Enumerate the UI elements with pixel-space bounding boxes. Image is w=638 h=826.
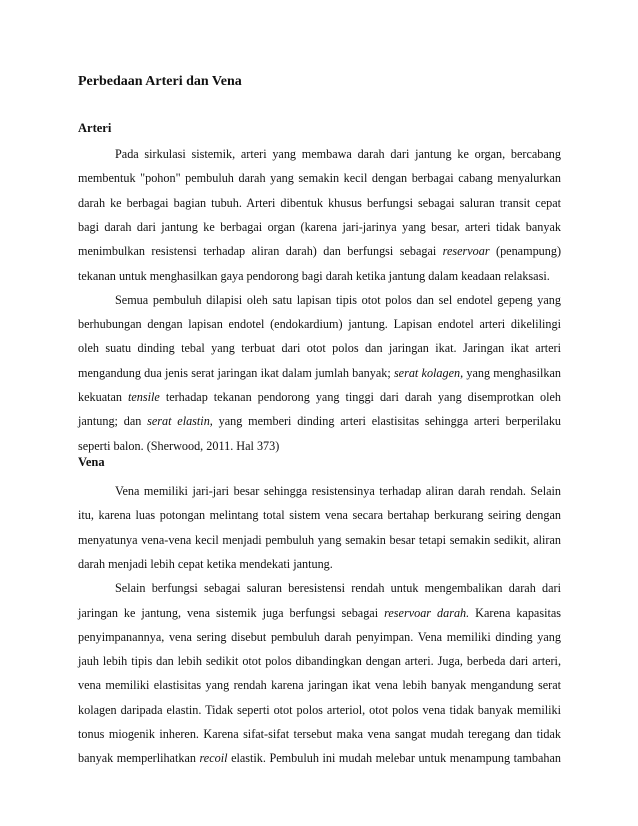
document-title: Perbedaan Arteri dan Vena — [78, 74, 242, 89]
italic-term: serat elastin, — [147, 414, 213, 429]
arteri-text-line — [115, 146, 561, 162]
vena-text-line — [115, 483, 561, 499]
arteri-text-line — [78, 195, 561, 211]
text-segment: darah menjadi lebih cepat ketika mendekati jantung. — [78, 556, 333, 571]
text-segment: kekuatan — [78, 390, 128, 404]
text-segment: kolagen daripada elastin. Tidak seperti otot polos arteriol, otot polos vena tidak banyak memiliki — [78, 702, 561, 717]
text-segment: Semua pembuluh dilapisi oleh satu lapisan tipis otot polos dan sel endotel gepeng yang — [115, 292, 561, 307]
text-segment: jaringan ke jantung, vena sistemik juga berfungsi sebagai — [78, 605, 385, 620]
arteri-text-line — [115, 292, 561, 308]
text-segment: terhadap tekanan pendorong yang tinggi dari darah yang disemprotkan oleh — [159, 390, 561, 404]
arteri-text-line — [78, 170, 561, 186]
text-segment: Karena kapasitas — [469, 605, 562, 620]
text-segment: itu, karena luas potongan melintang total sistem vena secara bertahap berkurang seiring dengan — [78, 508, 561, 523]
text-segment: bagi darah dari jantung ke berbagai organ (karena jari-jarinya yang besar, arteri tidak banyak — [78, 219, 561, 234]
text-segment: penyimpanannya, vena sering disebut pembuluh darah penyimpan. Vena memiliki dinding yang — [78, 629, 561, 644]
section-heading-arteri: Arteri — [78, 121, 112, 135]
text-segment: tekanan untuk menghasilkan gaya pendorong bagi darah ketika jantung dalam keadaan relaksasi. — [78, 268, 550, 283]
italic-term: reservoar darah. — [384, 605, 470, 620]
text-segment: Pada sirkulasi sistemik, arteri yang membawa darah dari jantung ke organ, bercabang — [115, 147, 561, 161]
arteri-text-line — [78, 365, 561, 381]
vena-text-line — [78, 677, 561, 693]
arteri-text-line — [78, 268, 561, 284]
text-segment: mengandung dua jenis serat jaringan ikat dalam jumlah banyak; — [78, 365, 394, 380]
text-segment: darah ke berbagai bagian tubuh. Arteri dibentuk khusus berfungsi sebagai saluran transit cepat — [78, 195, 561, 210]
vena-text-line — [78, 750, 561, 766]
text-segment: menimbulkan resistensi terhadap aliran darah) dan berfungsi sebagai — [78, 244, 443, 259]
text-segment: jantung; dan — [78, 414, 148, 429]
italic-term: reservoar — [442, 244, 490, 259]
text-segment: membentuk "pohon" pembuluh darah yang semakin kecil dengan berbagai cabang menyalurkan — [78, 171, 561, 186]
vena-text-line — [115, 580, 561, 596]
text-segment: tonus miogenik inheren. Karena sifat-sifat tersebut maka vena sangat mudah teregang dan tidak — [78, 727, 561, 741]
text-segment: vena memiliki elastisitas yang rendah karena jaringan ikat vena lebih banyak mengandung serat — [78, 678, 561, 693]
arteri-text-line — [78, 316, 561, 332]
vena-text-line — [78, 605, 561, 621]
text-segment: yang memberi dinding arteri elastisitas sehingga arteri berperilaku — [212, 414, 562, 429]
text-segment: (penampung) — [489, 244, 561, 259]
text-segment: oleh suatu dinding tebal yang terbuat dari otot polos dan jaringan ikat. Jaringan ikat arteri — [78, 341, 561, 356]
arteri-text-line — [78, 438, 561, 454]
text-segment: yang menghasilkan — [463, 365, 561, 380]
vena-text-line — [78, 653, 561, 669]
arteri-text-line — [78, 219, 561, 235]
vena-text-line — [78, 702, 561, 718]
vena-text-line — [78, 507, 561, 523]
text-segment: seperti balon. (Sherwood, 2011. Hal 373) — [78, 438, 280, 453]
italic-term: tensile — [128, 390, 160, 404]
arteri-text-line — [78, 243, 561, 259]
text-segment: berhubungan dengan lapisan endotel (endokardium) jantung. Lapisan endotel arteri dikelilingi — [78, 317, 561, 332]
text-segment: Selain berfungsi sebagai saluran beresistensi rendah untuk mengembalikan darah dari — [115, 581, 561, 596]
vena-text-line — [78, 726, 561, 742]
section-heading-vena: Vena — [78, 455, 105, 469]
vena-text-line — [78, 556, 561, 572]
vena-text-line — [78, 532, 561, 548]
italic-term: serat kolagen, — [393, 365, 464, 380]
arteri-text-line — [78, 340, 561, 356]
vena-text-line — [78, 629, 561, 645]
text-segment: elastik. Pembuluh ini mudah melebar untuk menampung tambahan — [227, 751, 561, 766]
text-segment: menyatunya vena-vena kecil menjadi pembuluh yang semakin besar tetapi semakin sedikit, aliran — [78, 532, 561, 547]
text-segment: jauh lebih tipis dan lebih sedikit otot polos dibandingkan dengan arteri. Juga, berbeda dari arteri, — [78, 654, 561, 669]
text-segment: Vena memiliki jari-jari besar sehingga resistensinya terhadap aliran darah rendah. Selain — [115, 484, 561, 498]
italic-term: recoil — [199, 751, 228, 766]
arteri-text-line — [78, 413, 561, 429]
text-segment: banyak memperlihatkan — [78, 751, 200, 766]
arteri-text-line — [78, 389, 561, 405]
